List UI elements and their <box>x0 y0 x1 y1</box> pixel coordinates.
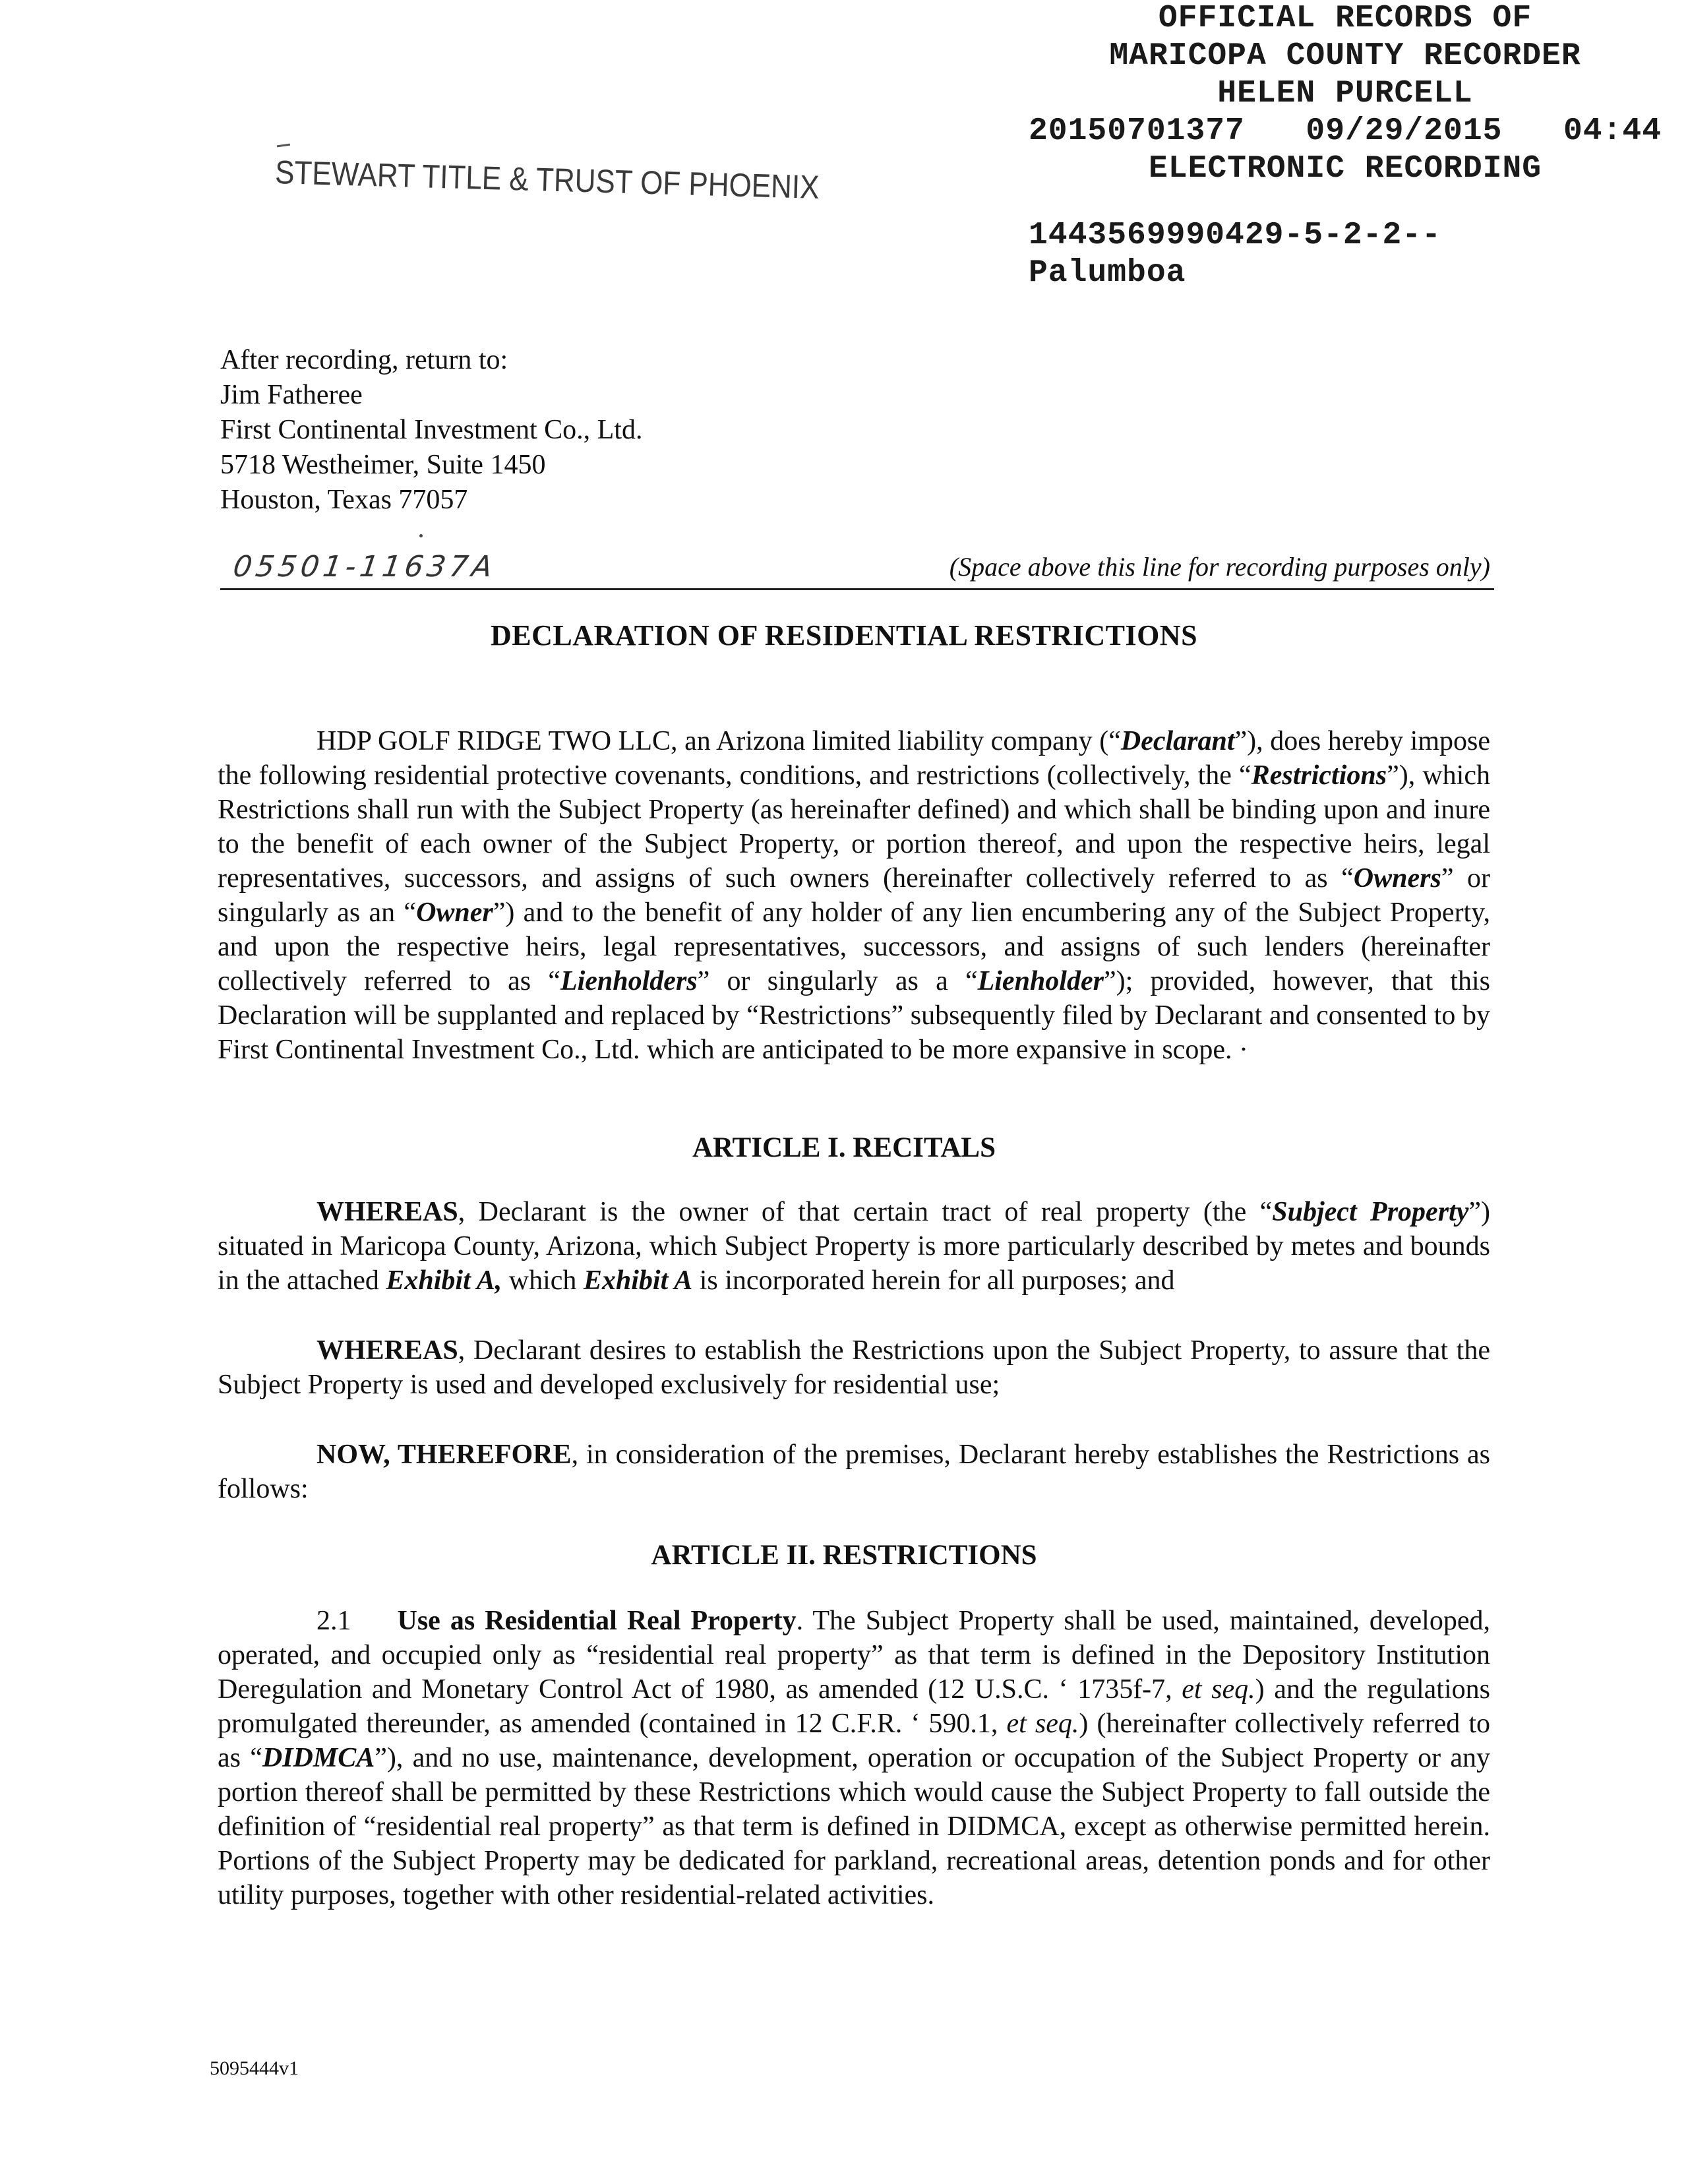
defined-term-didmca: DIDMCA <box>262 1743 375 1773</box>
whereas-text: , Declarant is the owner of that certain tract of real property (the “ <box>458 1197 1273 1227</box>
now-therefore-lead: NOW, THEREFORE <box>316 1440 572 1470</box>
recorder-line-2: MARICOPA COUNTY RECORDER <box>1109 38 1581 74</box>
section-text: ) (hereinafter collectively referred to as “ <box>218 1709 1491 1773</box>
defined-term-owners: Owners <box>1353 863 1441 894</box>
handwritten-file-number: 05501-11637A <box>231 550 498 584</box>
whereas-lead: WHEREAS <box>316 1197 458 1227</box>
recorder-block <box>1029 0 1662 292</box>
article-1-heading: ARTICLE I. RECITALS <box>692 1132 996 1163</box>
return-label: After recording, return to: <box>220 345 508 375</box>
recording-date: 09/29/2015 <box>1306 113 1503 149</box>
et-seq: et seq. <box>1182 1674 1255 1705</box>
section-number: 2.1 <box>316 1606 351 1636</box>
recording-space-note: (Space above this line for recording purposes only) <box>949 552 1490 582</box>
recording-time: 04:44 <box>1563 113 1662 149</box>
recording-space-line <box>220 549 1494 590</box>
defined-term-subject-property: Subject Property <box>1272 1197 1469 1227</box>
now-therefore-paragraph <box>218 1438 1490 1506</box>
whereas-text: ”) situated in Maricopa County, Arizona, which Subject Property is more particularly described by metes and bounds in the attached <box>218 1197 1490 1296</box>
intro-text: ”); provided, however, that this Declaration will be supplanted and replaced by “Restrictions” subsequently filed by Declarant and consented to by First Continental Investment Co., Ltd. which are anticipated to be more expansive in scope. · <box>218 966 1490 1065</box>
document-title: DECLARATION OF RESIDENTIAL RESTRICTIONS <box>490 619 1198 652</box>
whereas-paragraph-1 <box>218 1195 1490 1298</box>
et-seq: et seq. <box>1006 1709 1079 1739</box>
recorder-line-1: OFFICIAL RECORDS OF <box>1158 1 1532 36</box>
return-city: Houston, Texas 77057 <box>220 485 468 515</box>
recording-id: 1443569990429-5-2-2-- <box>1029 218 1441 253</box>
whereas-lead: WHEREAS <box>316 1335 458 1366</box>
intro-text: ”) and to the benefit of any holder of any lien encumbering any of the Subject Property, and upon the respective heirs, legal representatives, successors, and assigns of such lenders (hereinafter collectively referred to as “ <box>218 897 1490 996</box>
return-street: 5718 Westheimer, Suite 1450 <box>220 450 546 480</box>
defined-term-owner: Owner <box>416 897 493 928</box>
intro-text: ” or singularly as an “ <box>218 863 1490 928</box>
return-address <box>220 343 642 518</box>
defined-term-restrictions: Restrictions <box>1251 760 1387 791</box>
title-company-stamp: STEWART TITLE & TRUST OF PHOENIX <box>274 153 820 206</box>
ink-dot <box>419 534 423 537</box>
recorder-name: HELEN PURCELL <box>1217 76 1473 111</box>
now-therefore-text: , in consideration of the premises, Declarant hereby establishes the Restrictions as follows: <box>218 1440 1490 1504</box>
stamp-mark <box>277 144 290 148</box>
article-2-heading: ARTICLE II. RESTRICTIONS <box>651 1540 1037 1571</box>
return-name: Jim Fatheree <box>220 380 363 410</box>
defined-term-declarant: Declarant <box>1120 726 1235 756</box>
document-code: 5095444v1 <box>210 2057 299 2079</box>
whereas-text: which <box>502 1265 584 1296</box>
section-2-1 <box>218 1604 1490 1912</box>
recording-number-date-time <box>1029 113 1662 150</box>
defined-term-lienholder: Lienholder <box>977 966 1104 996</box>
whereas-text: , Declarant desires to establish the Restrictions upon the Subject Property, to assure that the Subject Property is used and developed exclusively for residential use; <box>218 1335 1490 1400</box>
section-text: ) and the regulations promulgated thereunder, as amended (contained in 12 C.F.R. ‘ 590.1, <box>218 1674 1490 1739</box>
section-text: . The Subject Property shall be used, maintained, developed, operated, and occupied only as “residential real property” as that term is defined in the Depository Institution Deregulation and Monetary Control Act of 1980, as amended (12 U.S.C. ‘ 1735f-7, <box>218 1606 1490 1705</box>
recording-clerk: Palumboa <box>1029 255 1186 291</box>
defined-term-lienholders: Lienholders <box>560 966 698 996</box>
exhibit-a-reference: Exhibit A, <box>386 1265 502 1296</box>
whereas-paragraph-2 <box>218 1333 1490 1402</box>
section-title: Use as Residential Real Property <box>397 1606 797 1636</box>
intro-text: ” or singularly as a “ <box>697 966 978 996</box>
intro-paragraph <box>218 724 1490 1067</box>
whereas-text: is incorporated herein for all purposes; and <box>692 1265 1175 1296</box>
section-text: ”), and no use, maintenance, development, operation or occupation of the Subject Property or any portion thereof shall be permitted by these Restrictions which would cause the Subject Property to fall outside the definition of “residential real property” as that term is defined in DIDMCA, except as otherwise permitted herein. Portions of the Subject Property may be dedicated for parkland, recreational areas, detention ponds and for other utility purposes, together with other residential-related activities. <box>218 1743 1490 1910</box>
exhibit-a-reference: Exhibit A <box>583 1265 693 1296</box>
intro-text: ”), which Restrictions shall run with the Subject Property (as hereinafter defined) and which shall be binding upon and inure to the benefit of each owner of the Subject Property, or portion thereof, and upon the respective heirs, legal representatives, successors, and assigns of such owners (hereinafter collectively referred to as “ <box>218 760 1490 894</box>
return-company: First Continental Investment Co., Ltd. <box>220 415 643 445</box>
intro-text: HDP GOLF RIDGE TWO LLC, an Arizona limited liability company (“ <box>316 726 1121 756</box>
recording-number: 20150701377 <box>1029 113 1245 149</box>
recording-type: ELECTRONIC RECORDING <box>1148 151 1542 187</box>
intro-text: ”), does hereby impose the following residential protective covenants, conditions, and restrictions (collectively, the “ <box>218 726 1490 791</box>
